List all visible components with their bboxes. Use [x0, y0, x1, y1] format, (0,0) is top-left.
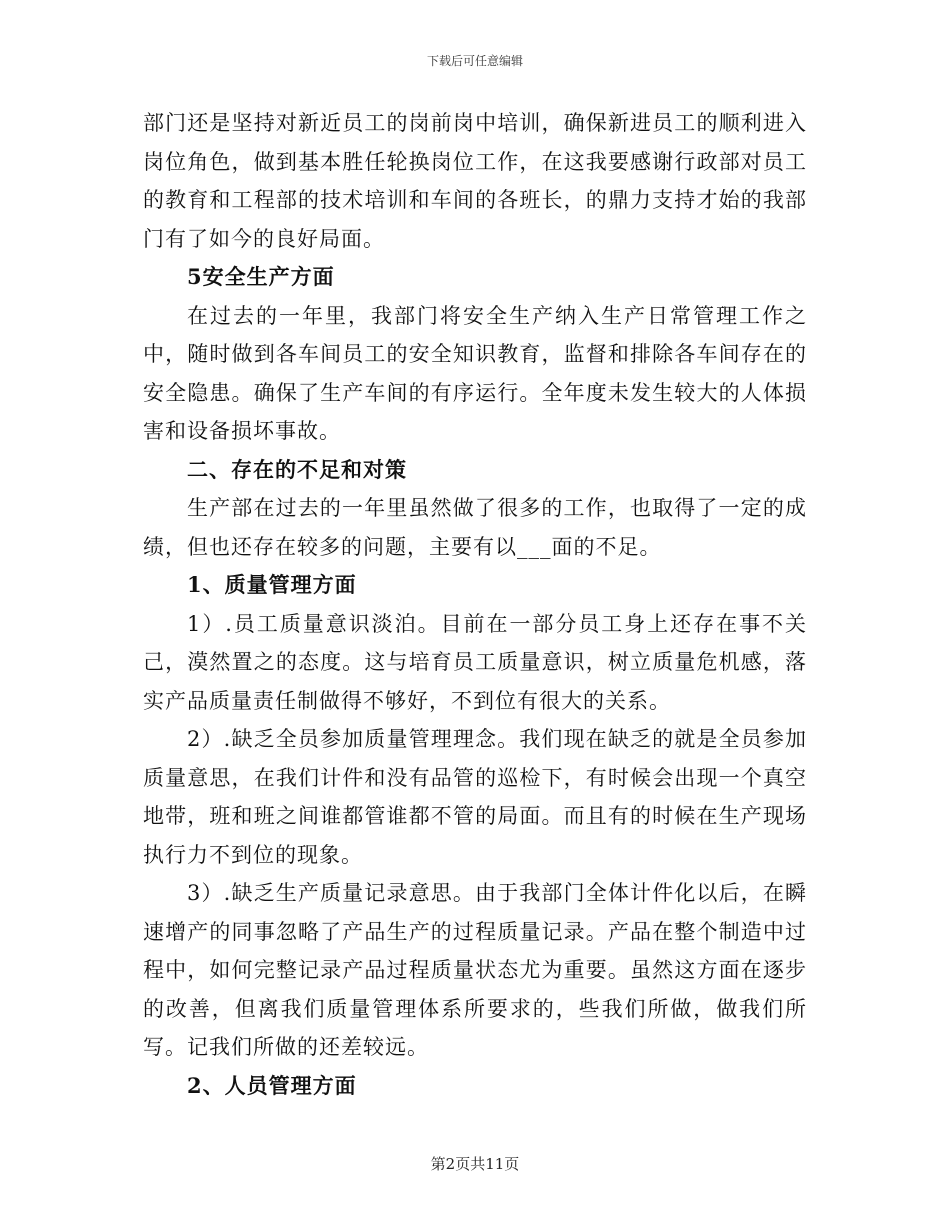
paragraph: 3）.缺乏生产质量记录意思。由于我部门全体计件化以后，在瞬速增产的同事忽略了产品生产的过程质量记录。产品在整个制造中过程中，如何完整记录产品过程质量状态尤为重要。虽然这方面在逐步的改善，但离我们质量管理体系所要求的，些我们所做，做我们所写。记我们所做的还差较远。 — [143, 881, 807, 1059]
paragraph: 生产部在过去的一年里虽然做了很多的工作，也取得了一定的成绩，但也还存在较多的问题，主要有以___面的不足。 — [143, 496, 807, 559]
section-heading: 2、人员管理方面 — [187, 1072, 357, 1098]
page-footer: 第2页共11页 — [430, 1155, 520, 1173]
section-heading: 二、存在的不足和对策 — [187, 456, 407, 482]
document-body — [143, 104, 807, 1105]
paragraph: 在过去的一年里，我部门将安全生产纳入生产日常管理工作之中，随时做到各车间员工的安全知识教育，监督和排除各车间存在的安全隐患。确保了生产车间的有序运行。全年度未发生较大的人体损害和设备损坏事故。 — [143, 303, 807, 443]
section-heading: 5安全生产方面 — [187, 264, 335, 289]
section-heading: 1、质量管理方面 — [187, 572, 357, 597]
paragraph: 2）.缺乏全员参加质量管理理念。我们现在缺乏的就是全员参加质量意思，在我们计件和没有品管的巡检下，有时候会出现一个真空地带，班和班之间谁都管谁都不管的局面。而且有的时候在生产现场执行力不到位的现象。 — [143, 727, 807, 867]
paragraph: 1）.员工质量意识淡泊。目前在一部分员工身上还存在事不关己，漠然置之的态度。这与培育员工质量意识，树立质量危机感，落实产品质量责任制做得不够好，不到位有很大的关系。 — [143, 611, 807, 713]
page-header: 下载后可任意编辑 — [426, 54, 523, 68]
paragraph: 部门还是坚持对新近员工的岗前岗中培训，确保新进员工的顺利进入岗位角色，做到基本胜任轮换岗位工作，在这我要感谢行政部对员工的教育和工程部的技术培训和车间的各班长，的鼎力支持才始的我部门有了如今的良好局面。 — [143, 111, 807, 251]
